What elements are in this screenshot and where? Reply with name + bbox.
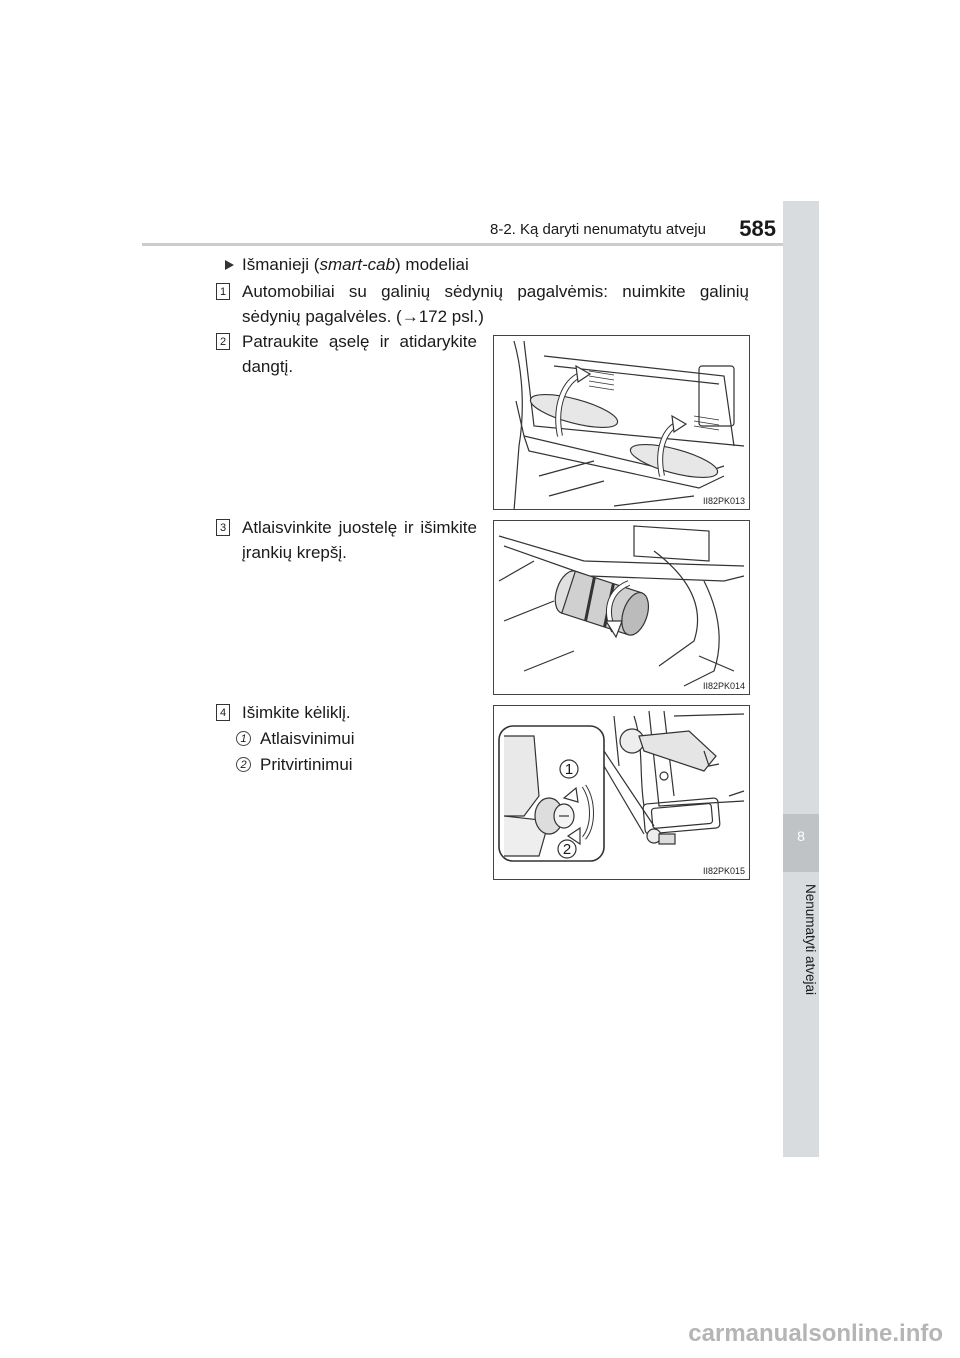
step-number-badge: 2 [216,333,230,350]
step-text-line: Patraukite ąselę ir atidarykite [242,332,477,351]
page-number: 585 [739,216,776,241]
figure-id: II82PK014 [702,681,745,691]
watermark[interactable]: carmanualsonline.info [688,1320,943,1347]
figure-id: II82PK013 [702,496,745,506]
figure-remove-tool-bag [493,520,750,695]
figure-open-cover [493,335,750,510]
header-rule [142,243,819,246]
heading-italic: smart-cab [319,255,396,274]
variant-heading [242,253,469,277]
step-number-badge: 4 [216,704,230,721]
step-number-badge: 1 [216,283,230,300]
figure-remove-jack [493,705,750,880]
sub-item-number: 1 [236,731,251,746]
step-text-line: dangtį. [242,357,294,376]
chapter-side-tab[interactable] [783,201,819,1157]
step-text-line: Automobiliai su galinių sėdynių pagalvėmis: nuimkite galinių [242,282,749,301]
step-number-badge: 3 [216,519,230,536]
step-text-line: Išimkite kėliklį. [242,703,351,722]
figure-id: II82PK015 [702,866,745,876]
callout-number: 2 [562,841,572,858]
heading-suffix: ) modeliai [395,255,469,274]
sub-item-label: Pritvirtinimui [260,755,353,774]
triangle-bullet-icon [222,258,236,272]
sub-item-label: Atlaisvinimui [260,729,355,748]
chapter-number: 8 [797,828,805,844]
heading-text: Išmanieji ( [242,255,320,274]
section-title: 8-2. Ką daryti nenumatytu atveju [490,221,706,238]
step-text-line: Atlaisvinkite juostelę ir išimkite [242,518,477,537]
step-text-line: sėdynių pagalvėles. (→172 psl.) [242,307,484,326]
callout-number: 1 [564,761,574,778]
step-text-line: įrankių krepšį. [242,543,347,562]
sub-item-number: 2 [236,757,251,772]
chapter-title: Nenumatyti atvejai [803,884,818,996]
